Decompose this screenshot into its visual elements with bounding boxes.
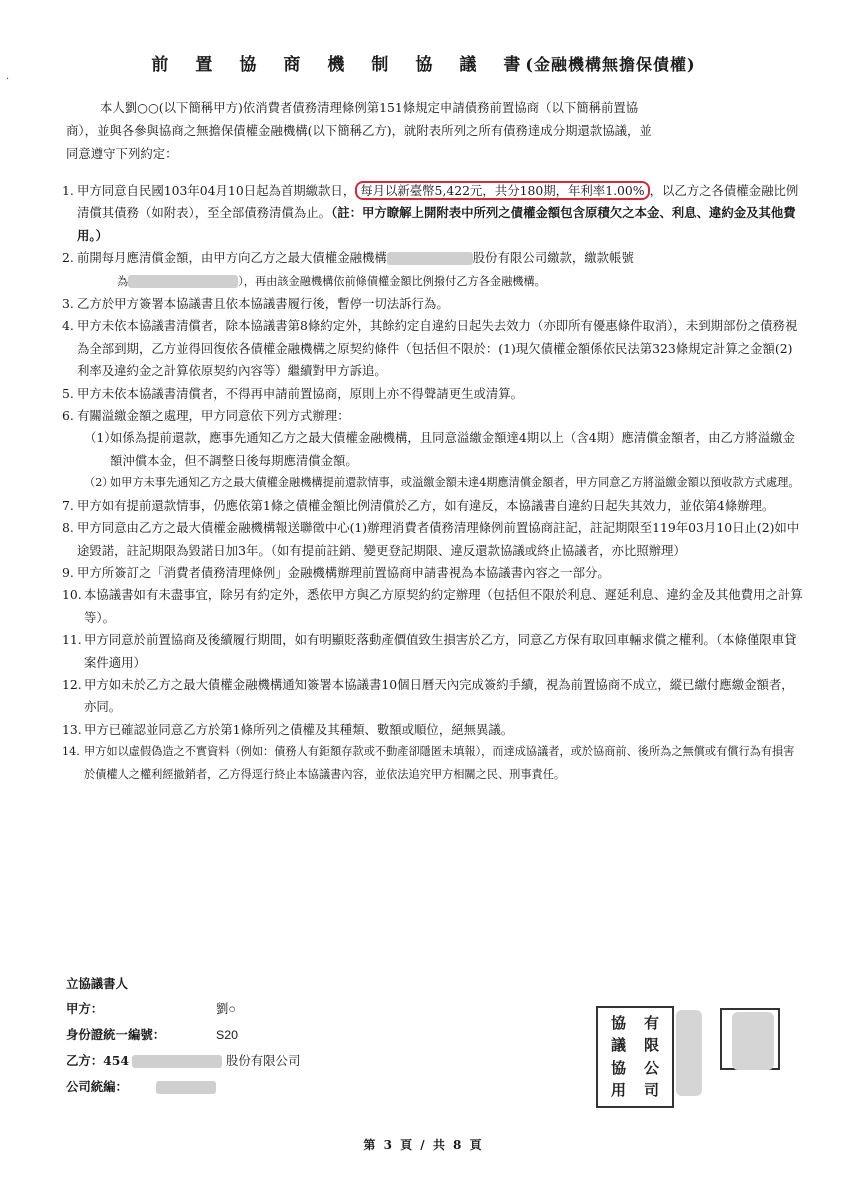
scan-mark: ·	[6, 74, 10, 85]
party-a-name: 劉○	[216, 1002, 236, 1016]
redaction	[128, 275, 238, 288]
redaction	[156, 1081, 216, 1094]
clause-6: 6. 有關溢繳金額之處理，甲方同意依下列方式辦理：	[62, 408, 350, 424]
clause-14: 14. 甲方如以虛假偽造之不實資料（例如：債務人有鉅額存款或不動產卻隱匿未填報），而達成協議者，或於協商前、後所為之無償或有償行為有損害於債權人之權利經撤銷者，乙方得逕行終止本協議書內容，並依法追究甲方相關之民、刑事責任。	[62, 745, 795, 781]
clause-11: 11. 甲方同意於前置協商及後續履行期間，如有明顯貶落動產價值致生損害於乙方，同意乙方保有取回車輛求償之權利。（本條僅限車貸案件適用）	[62, 632, 797, 670]
clause-13: 13. 甲方已確認並同意乙方於第1條所列之債權及其種類、數額或順位，絕無異議。	[62, 721, 514, 737]
clause-8: 8. 甲方同意由乙方之最大債權金融機構報送聯徵中心(1)辦理消費者債務清理條例前置協商註記，註記期限至119年03月10日止(2)如中途毀諾，註記期限為毀諾日加3年。（如有提前註銷、變更登記期限、違反還款協議或終止協議者，亦比照辦理）	[62, 520, 800, 558]
clause-4: 4. 甲方未依本協議書清償者，除本協議書第8條約定外，其餘約定自違約日起失去效力（亦即所有優惠條件取消），未到期部份之債務視為全部到期，乙方並得回復依各債權金融機構之原契約條件（包括但不限於：(1)現欠債權金額係依民法第323條規定計算之金額(2)利率及違約金之計算依原契約內容等）繼續對甲方訴追。	[62, 318, 798, 379]
highlight-circle: 每月以新臺幣5,422元，共分180期，年利率1.00%	[355, 181, 649, 200]
clause-5: 5. 甲方未依本協議書清償者，不得再申請前置協商，原則上亦不得聲請更生或清算。	[62, 385, 524, 401]
redaction	[387, 252, 473, 265]
intro-paragraph: 本人劉○○(以下簡稱甲方)依消費者債務清理條例第151條規定申請債務前置協商（以下簡稱前置協 商），並與各參與協商之無擔保債權金融機構(以下簡稱乙方)，就附表所列之所有債務達成分期還款協議，並 同意遵守下列約定：	[66, 100, 652, 161]
clause-3: 3. 乙方於甲方簽署本協議書且依本協議書履行後，暫停一切法訴行為。	[62, 296, 449, 312]
redaction	[132, 1055, 222, 1068]
clause-7: 7. 甲方如有提前還款情事，仍應依第1條之債權金額比例清償於乙方，如有違反，本協議書自違約日起失其效力，並依第4條辦理。	[62, 497, 775, 513]
company-id-row: 公司統編：	[66, 1074, 486, 1100]
clause-10: 10. 本協議書如有未盡事宜，除另有約定外，悉依甲方與乙方原契約約定辦理（包括但不限於利息、遲延利息、違約金及其他費用之計算等）。	[62, 587, 803, 625]
document-title: 前 置 協 商 機 制 協 議 書(金融機構無擔保債權)	[151, 55, 696, 75]
page-footer: 第 3 頁 / 共 8 頁	[363, 1138, 484, 1152]
company-seal-stamp: 協 有 議 限 協 公 用 司	[596, 1006, 674, 1108]
clause-2: 2. 前開每月應清償金額，由甲方向乙方之最大債權金融機構 股份有限公司繳款，繳款帳號 為 ），再由該金融機構依前條債權金額比例撥付乙方各金融機構。	[62, 250, 634, 288]
signature-block	[66, 972, 486, 1100]
clause-9: 9. 甲方所簽訂之「消費者債務清理條例」金融機構辦理前置協商申請書視為本協議書內容之一部分。	[62, 564, 610, 580]
redaction	[676, 1010, 702, 1096]
sub-item-1: （1） 如係為提前還款，應事先通知乙方之最大債權金融機構，且同意溢繳金額達4期以上（含4期）應清償金額者，由乙方將溢繳金額沖償本金，但不調整日後每期應清償金額。	[84, 430, 795, 468]
clause-list	[62, 180, 804, 786]
party-b-row: 乙方：454 股份有限公司	[66, 1053, 301, 1068]
id-row: 身份證統一編號： S20	[66, 1022, 486, 1048]
party-a-row: 甲方： 劉○	[66, 996, 486, 1022]
redaction	[732, 1012, 774, 1070]
id-number: S20	[216, 1028, 239, 1042]
clause-12: 12. 甲方如未於乙方之最大債權金融機構通知簽署本協議書10個日曆天內完成簽約手續，視為前置協商不成立，縱已繳付應繳金額者，亦同。	[62, 676, 794, 715]
signature-heading: 立協議書人	[66, 976, 128, 991]
clause-1: 1. 甲方同意自民國103年04月10日起為首期繳款日， 每月以新臺幣5,422元，共分180期，年利率1.00% ，以乙方之各債權金融比例清償其債務（如附表），至全部債務清償為止。（註：甲方瞭解上開附表中所列之債權金額包含原積欠之本金、利息、違約金及其他費用。）	[62, 183, 799, 243]
sub-item-2: （2） 如甲方未事先通知乙方之最大債權金融機構提前還款情事，或溢繳金額未達4期應清償金額者，甲方同意乙方將溢繳金額以預收款方式處理。	[84, 476, 800, 490]
